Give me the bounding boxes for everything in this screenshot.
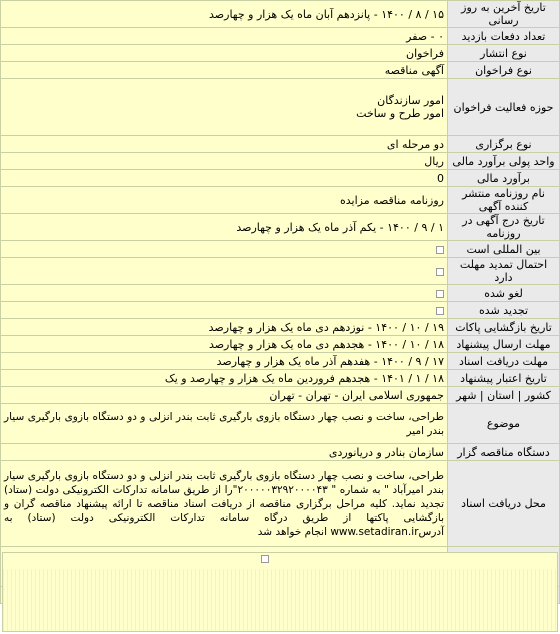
- row-renewed: [1, 302, 560, 319]
- value-newspaper-date: ۱ / ۹ / ۱۴۰۰ - یکم آذر ماه یک هزار و چهارصد: [1, 214, 448, 241]
- label-newspaper: نام روزنامه منتشر کننده آگهی: [448, 187, 560, 214]
- row-newspaper-date: [1, 214, 560, 241]
- value-holding-type: دو مرحله ای: [1, 136, 448, 153]
- row-cancelled: [1, 285, 560, 302]
- value-extension: [1, 258, 448, 285]
- label-renewed: تجدید شده: [448, 302, 560, 319]
- value-location: جمهوری اسلامی ایران - تهران - تهران: [1, 387, 448, 404]
- row-validity-date: [1, 370, 560, 387]
- activity-scope-line-2: امور طرح و ساخت: [356, 107, 444, 120]
- label-extension: احتمال تمدید مهلت دارد: [448, 258, 560, 285]
- row-visit-count: [1, 28, 560, 45]
- row-international: [1, 241, 560, 258]
- row-opening-date: [1, 319, 560, 336]
- value-publish-type: فراخوان: [1, 45, 448, 62]
- value-last-update: ۱۵ / ۸ / ۱۴۰۰ - پانزدهم آبان ماه یک هزار و چهارصد: [1, 1, 448, 28]
- label-currency: واحد پولی برآورد مالی: [448, 153, 560, 170]
- row-document-location: [1, 461, 560, 547]
- value-estimate: 0: [1, 170, 448, 187]
- value-activity-scope: [1, 79, 448, 136]
- label-document-deadline: مهلت دریافت اسناد: [448, 353, 560, 370]
- label-estimate: برآورد مالی: [448, 170, 560, 187]
- value-cancelled: [1, 285, 448, 302]
- label-activity-scope: حوزه فعالیت فراخوان: [448, 79, 560, 136]
- row-newspaper: [1, 187, 560, 214]
- value-opening-date: ۱۹ / ۱۰ / ۱۴۰۰ - نوزدهم دی ماه یک هزار و چهارصد: [1, 319, 448, 336]
- row-currency: [1, 153, 560, 170]
- value-renewed: [1, 302, 448, 319]
- label-location: کشور | استان | شهر: [448, 387, 560, 404]
- row-location: [1, 387, 560, 404]
- renewed-checkbox: [436, 307, 444, 315]
- label-newspaper-date: تاریخ درج آگهی در روزنامه: [448, 214, 560, 241]
- label-publish-type: نوع انتشار: [448, 45, 560, 62]
- value-newspaper: روزنامه مناقصه مزایده: [1, 187, 448, 214]
- value-call-type: آگهی مناقصه: [1, 62, 448, 79]
- value-document-location: طراحی، ساخت و نصب چهار دستگاه بازوی بارگیری ثابت بندر انزلی و دو دستگاه بازوی بارگیری سیار بندر امیرآباد " به شماره " ۲۰۰۰۰۰۳۲۹۲۰۰۰۰۴۳"را از طریق سامانه تدارکات الکترونیکی دولت (ستاد) تجدید نماید. کلیه مراحل برگزاری مناقصه از دریافت اسناد مناقصه تا ارائه پیشنهاد مناقصه گران و بازگشایی پاکتها از طریق درگاه سامانه تدارکات الکترونیکی دولت (ستاد) به آدرسwww.setadiran.ir انجام خواهد شد: [1, 461, 448, 547]
- label-validity-date: تاریخ اعتبار پیشنهاد: [448, 370, 560, 387]
- activity-scope-line-1: امور سازندگان: [377, 94, 444, 107]
- label-organizer: دستگاه مناقصه گزار: [448, 444, 560, 461]
- value-organizer: سازمان بنادر و دریانوردی: [1, 444, 448, 461]
- row-publish-type: [1, 45, 560, 62]
- row-submission-deadline: [1, 336, 560, 353]
- label-visit-count: تعداد دفعات بازدید: [448, 28, 560, 45]
- label-call-type: نوع فراخوان: [448, 62, 560, 79]
- row-last-update: [1, 1, 560, 28]
- description-checkbox: [261, 555, 269, 563]
- label-opening-date: تاریخ بازگشایی پاکات: [448, 319, 560, 336]
- label-last-update: تاریخ آخرین به روز رسانی: [448, 1, 560, 28]
- row-organizer: [1, 444, 560, 461]
- row-activity-scope: [1, 79, 560, 136]
- value-visit-count: ۰ - صفر: [1, 28, 448, 45]
- label-subject: موضوع: [448, 404, 560, 444]
- value-subject: طراحی، ساخت و نصب چهار دستگاه بازوی بارگیری ثابت بندر انزلی و دو دستگاه بازوی بارگیری سیار بندر امیر: [1, 404, 448, 444]
- label-holding-type: نوع برگزاری: [448, 136, 560, 153]
- row-subject: [1, 404, 560, 444]
- label-cancelled: لغو شده: [448, 285, 560, 302]
- value-submission-deadline: ۱۸ / ۱۰ / ۱۴۰۰ - هجدهم دی ماه یک هزار و چهارصد: [1, 336, 448, 353]
- row-document-deadline: [1, 353, 560, 370]
- label-international: بین المللی است: [448, 241, 560, 258]
- row-call-type: [1, 62, 560, 79]
- row-extension: [1, 258, 560, 285]
- value-currency: ریال: [1, 153, 448, 170]
- label-submission-deadline: مهلت ارسال پیشنهاد: [448, 336, 560, 353]
- value-international: [1, 241, 448, 258]
- value-document-deadline: ۱۷ / ۹ / ۱۴۰۰ - هفدهم آذر ماه یک هزار و چهارصد: [1, 353, 448, 370]
- extension-checkbox: [436, 268, 444, 276]
- background-pattern: [3, 569, 557, 631]
- row-holding-type: [1, 136, 560, 153]
- cancelled-checkbox: [436, 290, 444, 298]
- value-validity-date: ۱۸ / ۱ / ۱۴۰۱ - هجدهم فروردین ماه یک هزار و چهارصد و یک: [1, 370, 448, 387]
- description-body: [2, 552, 558, 632]
- international-checkbox: [436, 246, 444, 254]
- row-estimate: [1, 170, 560, 187]
- label-document-location: محل دریافت اسناد: [448, 461, 560, 547]
